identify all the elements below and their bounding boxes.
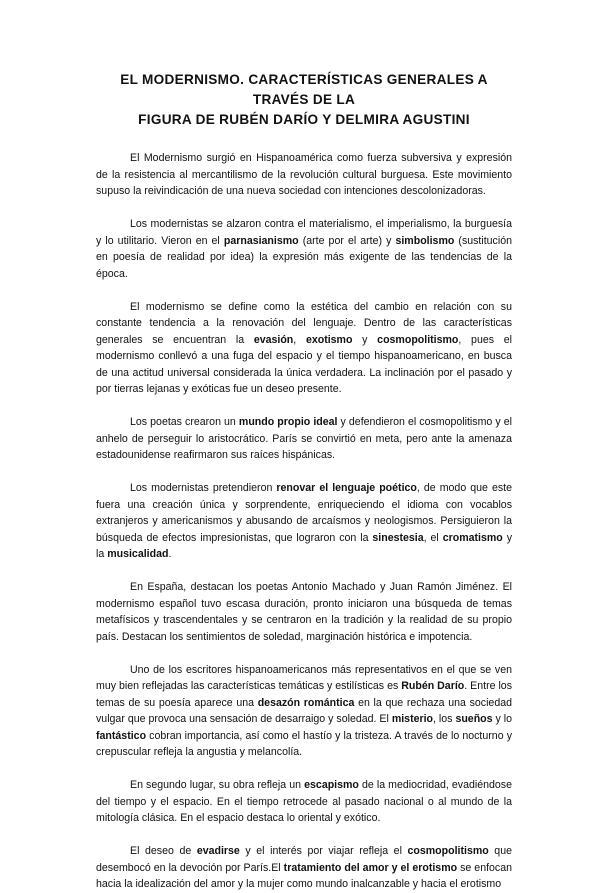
- text-run: En España, destacan los poetas Antonio Machado y Juan Ramón Jiménez. El modernismo español tuvo escasa duración, pronto iniciaron una búsqueda de temas metafísicos y trascendentales y se centraron en la tradición y la realidad de su propio país. Destacan los sentimientos de soledad, marginación histórica e impotencia.: [96, 581, 512, 643]
- bold-term: escapismo: [304, 779, 359, 791]
- text-run: , pues el modernismo conllevó a una fuga del espacio y el tiempo hispanoamericano, en busca de una actitud universal considerada la única verdadera. La inclinación por el pasado y por tierras lejanas y exóticas fue un deseo presente.: [96, 333, 512, 395]
- text-run: El modernismo se define como la estética del cambio en relación con su constante tendencia a la renovación del lenguaje. Dentro de las características generales se encuentran la: [96, 300, 512, 346]
- bold-term: Rubén Darío: [401, 680, 465, 692]
- text-run: Uno de los escritores hispanoamericanos más representativos en el que se ven muy bien reflejadas las características temáticas y estilísticas es: [96, 663, 512, 692]
- text-run: Los modernistas se alzaron contra el materialismo, el imperialismo, la burguesía y lo utilitario. Vieron en el: [96, 218, 512, 247]
- text-run: , de modo que este fuera una creación única y sorprendente, enriqueciendo el idioma con vocablos extranjeros y americanismos y abusando de arcaísmos y neologismos. Persiguieron la búsqueda de efectos impresionistas, que lograron con la: [96, 482, 512, 544]
- paragraph-5: [96, 480, 512, 563]
- bold-term: misterio: [391, 713, 434, 725]
- text-run: Los modernistas pretendieron: [130, 482, 277, 494]
- bold-term: tratamiento del amor y el erotismo: [283, 861, 458, 874]
- text-run: y: [352, 333, 378, 346]
- text-run: que desembocó en la devoción por París.El: [96, 845, 512, 874]
- document-title: [96, 70, 512, 130]
- bold-term: sueños: [455, 713, 493, 725]
- bold-term: exotismo: [305, 333, 353, 346]
- text-run: Los poetas crearon un: [130, 416, 239, 428]
- text-run: cobran importancia, así como el hastío y la tristeza. A través de lo nocturno y crepuscular refleja la angustia y melancolía.: [96, 729, 512, 758]
- paragraph-6: [96, 579, 512, 645]
- bold-term: mundo propio ideal: [238, 416, 338, 428]
- bold-term: simbolismo: [395, 234, 455, 247]
- paragraph-2: [96, 216, 512, 282]
- text-run: .: [168, 548, 172, 560]
- paragraph-9: [96, 843, 512, 893]
- text-run: y la: [96, 531, 512, 560]
- bold-term: parnasianismo: [223, 234, 299, 247]
- text-run: El deseo de: [130, 845, 197, 857]
- text-run: , los: [433, 713, 456, 725]
- text-run: se enfocan hacia la idealización del amor y la mujer como mundo inalcanzable y hacia el erotismo: [96, 861, 513, 890]
- paragraph-7: [96, 662, 512, 761]
- text-run: (sustitución en poesía de realidad por idea) la expresión más exigente de las tendencias de la época.: [96, 234, 512, 280]
- bold-term: fantástico: [96, 729, 147, 742]
- text-run: en la que rechaza una sociedad vulgar que provoca una sensación de desarraigo y soledad. El: [96, 696, 512, 725]
- text-run: , el: [423, 531, 443, 544]
- text-run: y lo: [492, 713, 512, 725]
- bold-term: desazón romántica: [257, 696, 355, 709]
- title-line-1: EL MODERNISMO. CARACTERÍSTICAS GENERALES A TRAVÉS DE LA: [120, 72, 488, 107]
- text-run: y defendieron el cosmopolitismo y el anhelo de perseguir lo aristocrático. París se convirtió en meta, pero ante la amenaza estadounidense reafirmaron sus raíces hispánicas.: [96, 416, 512, 461]
- text-run: de la mediocridad, evadiéndose del tiempo y el espacio. En el tiempo retrocede al pasado nacional o al mundo de la mitología clásica. En el espacio destaca lo oriental y exótico.: [96, 779, 512, 824]
- bold-term: cosmopolitismo: [377, 333, 459, 346]
- text-run: y el interés por viajar refleja el: [239, 845, 408, 857]
- bold-term: evadirse: [196, 845, 240, 857]
- text-run: ,: [293, 333, 306, 346]
- paragraph-3: [96, 299, 512, 398]
- bold-term: musicalidad: [107, 548, 169, 560]
- paragraph-1: [96, 150, 512, 200]
- text-run: (arte por el arte) y: [298, 234, 396, 247]
- bold-term: renovar el lenguaje poético: [276, 482, 417, 494]
- paragraph-4: [96, 414, 512, 464]
- text-run: . Entre los temas de su poesía aparece una: [96, 680, 512, 709]
- bold-term: cosmopolitismo: [407, 845, 489, 857]
- text-run: En segundo lugar, su obra refleja un: [130, 779, 305, 791]
- title-line-2: FIGURA DE RUBÉN DARÍO Y DELMIRA AGUSTINI: [138, 112, 470, 127]
- paragraph-8: [96, 777, 512, 827]
- bold-term: sinestesia: [372, 531, 424, 544]
- text-run: El Modernismo surgió en Hispanoamérica como fuerza subversiva y expresión de la resistencia al mercantilismo de la revolución cultural burguesa. Este movimiento supuso la reivindicación de una nueva sociedad con intenciones descolonizadoras.: [96, 152, 512, 197]
- bold-term: evasión: [253, 333, 294, 346]
- bold-term: cromatismo: [442, 531, 503, 544]
